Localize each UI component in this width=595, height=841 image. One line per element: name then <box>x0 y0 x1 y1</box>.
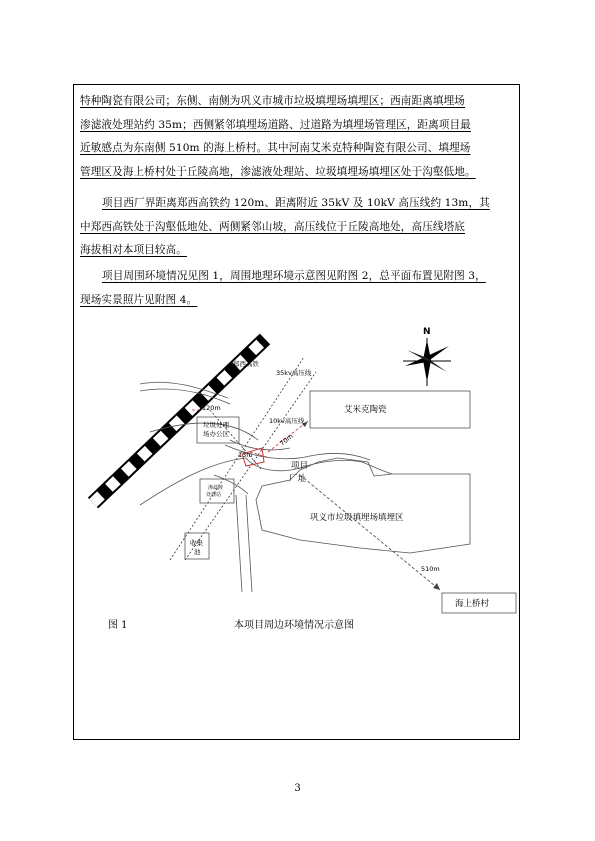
north-arrow-icon <box>403 338 451 386</box>
text-line: 渗滤液处理站约 35m；西侧紧邻填埋场道路、过道路为填埋场管理区，距离项目最 <box>80 118 471 131</box>
aimike-ceramics-box <box>310 391 470 428</box>
text-line: 特种陶瓷有限公司；东侧、南侧为巩义市城市垃圾填埋场填埋区；西南距离填埋场 <box>80 95 465 107</box>
project-label-1: 项目 <box>291 461 309 471</box>
project-label-2: 厂址 <box>289 474 307 484</box>
text-line: 中郑西高铁处于沟壑低地处、两侧紧邻山坡，高压线位于丘陵高地处，高压线塔底 <box>80 220 465 233</box>
distance-70m-label: 70m <box>278 432 295 448</box>
north-label: N <box>423 327 431 337</box>
village-label: 海上桥村 <box>455 599 490 609</box>
leachate-label-1: 渗滤液 <box>208 485 224 491</box>
page-number: 3 <box>294 783 301 794</box>
distance-510m-label: 510m <box>421 565 440 573</box>
text-line: 管理区及海上桥村处于丘陵高地，渗滤液处理站、垃圾填埋场填埋区处于沟壑低地。 <box>80 165 476 178</box>
distance-120m-label: 120m <box>202 404 221 412</box>
text-line: 项目西厂界距离郑西高铁约 120m、距离附近 35kV 及 10kV 高压线约 13m，其 <box>102 197 490 209</box>
figure-label: 图 1 <box>108 620 128 631</box>
leachate-label-2: 处理站 <box>206 492 222 498</box>
text-line: 项目周围环境情况见图 1，周围地理环境示意图见附图 2，总平面布置见附图 3， <box>102 270 486 282</box>
text-line: 现场实景照片见附图 4。 <box>80 293 198 306</box>
hv35-label: 35kv高压线 <box>276 369 312 377</box>
text-line: 海拔相对本项目较高。 <box>80 244 187 256</box>
village-distance-line <box>300 475 440 590</box>
leachate-station-box <box>200 479 234 503</box>
hv10-label: 10kv高压线 <box>269 417 305 425</box>
figure-title: 本项目周边环境情况示意图 <box>234 620 354 631</box>
aimike-label: 艾米克陶瓷 <box>344 405 387 415</box>
landfill-label: 巩义市垃圾填埋场填埋区 <box>310 513 404 523</box>
mgmt-area-label-2: 场办公区 <box>203 430 229 438</box>
distance-13m-label: 13m <box>238 451 253 459</box>
railway-label: 郑西高铁 <box>233 360 259 368</box>
collection-label-1: 收集 <box>190 539 203 547</box>
collection-label-2: 池 <box>194 548 201 556</box>
landfill-area-outline <box>256 458 470 553</box>
mgmt-area-label-1: 垃圾处理 <box>203 421 229 429</box>
text-line: 近敏感点为东南侧 510m 的海上桥村。其中河南艾米克特种陶瓷有限公司、填埋场 <box>80 142 471 154</box>
